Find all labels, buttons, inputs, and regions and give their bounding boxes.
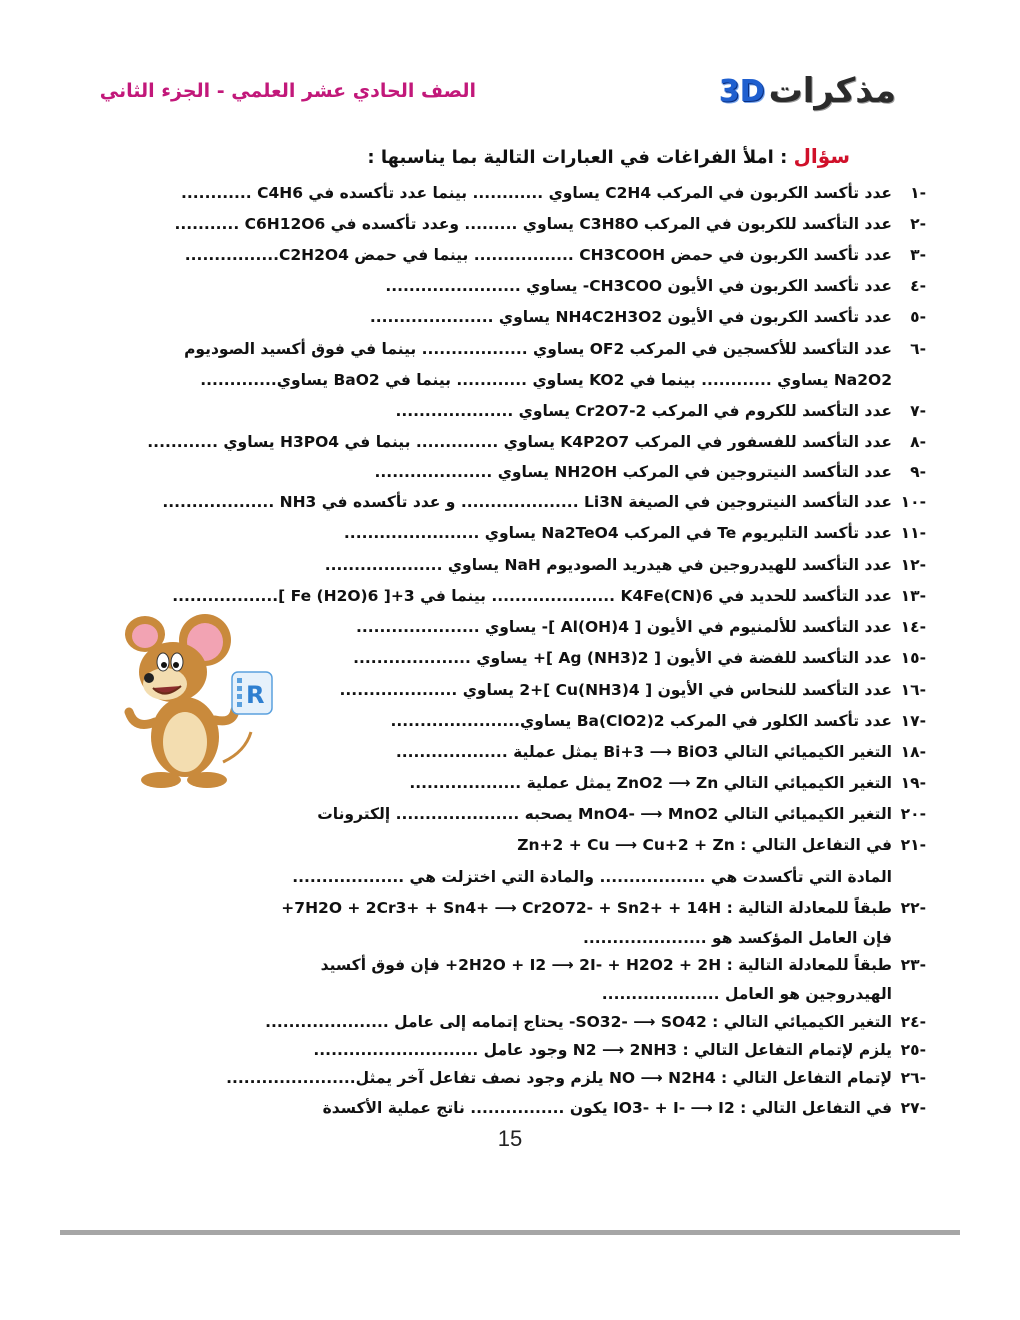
item-number: -٢ xyxy=(910,215,926,233)
item-text: التغير الكيميائي التالي ZnO2 ⟶ Zn يمثل عملية ................... xyxy=(409,774,892,792)
list-item xyxy=(583,923,892,953)
item-text: عدد تأكسد الكلور في المركب Ba(ClO2)2 يساوي...................... xyxy=(390,712,892,730)
item-number: -١٦ xyxy=(900,681,926,699)
list-item xyxy=(353,643,926,673)
item-number: -١٣ xyxy=(900,587,926,605)
list-item xyxy=(184,240,926,270)
list-item xyxy=(162,487,926,517)
item-text: عدد التأكسد للألمنيوم في الأيون [ Al(OH)4 ]- يساوي ..................... xyxy=(355,618,892,636)
item-number: -٤ xyxy=(910,277,926,295)
item-text: في التفاعل التالي : IO3- + I- ⟶ I2 يكون ................ ناتج عملية الأكسدة xyxy=(322,1099,892,1117)
list-item xyxy=(369,302,926,332)
list-item xyxy=(374,457,926,487)
list-item xyxy=(385,271,926,301)
item-text: لإتمام التفاعل التالي : NO ⟶ N2H4 يلزم وجود نصف تفاعل آخر يمثل...................... xyxy=(226,1069,892,1087)
logo-badge: 3D xyxy=(718,73,765,109)
item-text: في التفاعل التالي : Zn+2 + Cu ⟶ Cu+2 + Zn xyxy=(517,836,892,854)
item-text: طبقاً للمعادلة التالية : 7H2O + 2Cr3+ + Sn4+ ⟶ Cr2O72- + Sn2+ + 14H+ xyxy=(281,899,892,917)
item-text: عدد تأكسد الكربون في الأيون NH4C2H3O2 يساوي ..................... xyxy=(369,308,892,326)
item-text: يلزم لإتمام التفاعل التالي : N2 ⟶ 2NH3 وجود عامل ............................ xyxy=(313,1041,892,1059)
item-text: عدد التأكسد للفسفور في المركب K4P2O7 يساوي .............. بينما في H3PO4 يساوي ............ xyxy=(147,433,892,451)
list-item xyxy=(172,581,926,611)
question-label: سؤال xyxy=(793,144,850,168)
list-item xyxy=(395,737,926,767)
list-item xyxy=(322,1093,926,1123)
list-item xyxy=(265,1007,926,1037)
list-item xyxy=(226,1063,926,1093)
item-text: عدد تأكسد الكربون في الأيون CH3COO- يساوي ....................... xyxy=(385,277,892,295)
item-text: التغير الكيميائي التالي MnO4- ⟶ MnO2 يصحبه ..................... إلكترونات xyxy=(317,805,892,823)
item-number: -١٨ xyxy=(900,743,926,761)
list-item xyxy=(324,550,926,580)
item-text: عدد تأكسد الكربون في المركب C2H4 يساوي ............ بينما عدد تأكسده في C4H6 ............ xyxy=(181,184,892,202)
item-text: عدد التأكسد النيتروجين في الصيغة Li3N .................... و عدد تأكسده في NH3 ................... xyxy=(162,493,892,511)
list-item xyxy=(174,209,926,239)
item-number: -٢٧ xyxy=(900,1099,926,1117)
item-number: -٦ xyxy=(910,340,926,358)
list-item xyxy=(200,365,892,395)
item-text: عدد التأكسد للكربون في المركب C3H8O يساوي ......... وعدد تأكسده في C6H12O6 ........... xyxy=(174,215,892,233)
item-text: فإن العامل المؤكسد هو ..................... xyxy=(582,929,892,947)
item-number: -١٤ xyxy=(900,618,926,636)
item-text: عدد تأكسد الكربون في حمض CH3COOH ................. بينما في حمض C2H2O4................ xyxy=(184,246,892,264)
list-item xyxy=(181,178,926,208)
item-text: التغير الكيميائي التالي : SO32- ⟶ SO42- يحتاج إتمامه إلى عامل ..................... xyxy=(265,1013,892,1031)
item-number: -٢٦ xyxy=(900,1069,926,1087)
item-text: عدد التأكسد للفضة في الأيون [ Ag (NH3)2 ]+ يساوي .................... xyxy=(353,649,892,667)
item-number: -٧ xyxy=(910,402,926,420)
item-number: -١٧ xyxy=(900,712,926,730)
item-number: -٢٤ xyxy=(900,1013,926,1031)
list-item xyxy=(355,612,926,642)
item-text: طبقاً للمعادلة التالية : 2H2O + I2 ⟶ 2I- + H2O2 + 2H+ فإن فوق أكسيد xyxy=(320,956,892,974)
item-number: -٥ xyxy=(910,308,926,326)
item-text: Na2O2 يساوي ............ بينما في KO2 يساوي ............ بينما في BaO2 يساوي............. xyxy=(200,371,892,389)
logo-text: مذكرات xyxy=(768,71,896,111)
item-number: -٢٣ xyxy=(900,956,926,974)
list-item xyxy=(147,427,926,457)
item-number: -٢٠ xyxy=(900,805,926,823)
list-item xyxy=(292,862,892,892)
footer-divider xyxy=(60,1230,960,1235)
item-number: -٢١ xyxy=(900,836,926,854)
list-item xyxy=(281,893,926,923)
item-number: -٢٢ xyxy=(900,899,926,917)
qr-logo-icon xyxy=(230,670,274,716)
document-subtitle: الصف الحادي عشر العلمي - الجزء الثاني xyxy=(99,80,476,102)
item-text: التغير الكيميائي التالي Bi+3 ⟶ BiO3 يمثل عملية ................... xyxy=(395,743,892,761)
question-instruction: : املأ الفراغات في العبارات التالية بما يناسبها : xyxy=(367,147,794,168)
item-text: عدد التأكسد للكروم في المركب Cr2O7-2 يساوي .................... xyxy=(395,402,892,420)
item-text: عدد التأكسد للنحاس في الأيون [ Cu(NH3)4 ]+2 يساوي .................... xyxy=(339,681,892,699)
list-item xyxy=(313,1035,926,1065)
page-number: 15 xyxy=(497,1126,523,1151)
item-number: -١٩ xyxy=(900,774,926,792)
item-text: عدد التأكسد للهيدروجين في هيدريد الصوديوم NaH يساوي .................... xyxy=(324,556,892,574)
item-text: عدد التأكسد للأكسجين في المركب OF2 يساوي .................. بينما في فوق أكسيد الصوديوم xyxy=(184,340,892,358)
item-number: -١٠ xyxy=(900,493,926,511)
list-item xyxy=(320,950,926,980)
item-number: -٣ xyxy=(910,246,926,264)
item-number: -٢٥ xyxy=(900,1041,926,1059)
item-text: الهيدروجين هو العامل .................... xyxy=(601,985,892,1003)
item-number: -١٥ xyxy=(900,649,926,667)
list-item xyxy=(317,799,926,829)
list-item xyxy=(390,706,926,736)
list-item xyxy=(395,396,926,426)
list-item xyxy=(409,768,926,798)
item-number: -١٢ xyxy=(900,556,926,574)
item-text: عدد التأكسد النيتروجين في المركب NH2OH يساوي .................... xyxy=(374,463,892,481)
svg-text:R: R xyxy=(246,681,265,709)
item-text: عدد التأكسد للحديد في K4Fe(CN)6 ..................... بينما في Fe (H2O)6 ]+3 ].................. xyxy=(172,587,892,605)
list-item xyxy=(602,979,892,1009)
item-number: -٩ xyxy=(910,463,926,481)
list-item xyxy=(343,518,926,548)
list-item xyxy=(339,675,926,705)
item-text: المادة التي تأكسدت هي .................. والمادة التي اختزلت هي ................... xyxy=(292,868,892,886)
item-number: -٨ xyxy=(910,433,926,451)
item-text: عدد تأكسد التليريوم Te في المركب Na2TeO4 يساوي ....................... xyxy=(343,524,892,542)
list-item xyxy=(184,334,926,364)
list-item xyxy=(517,830,926,860)
item-number: -١ xyxy=(910,184,926,202)
item-number: -١١ xyxy=(900,524,926,542)
